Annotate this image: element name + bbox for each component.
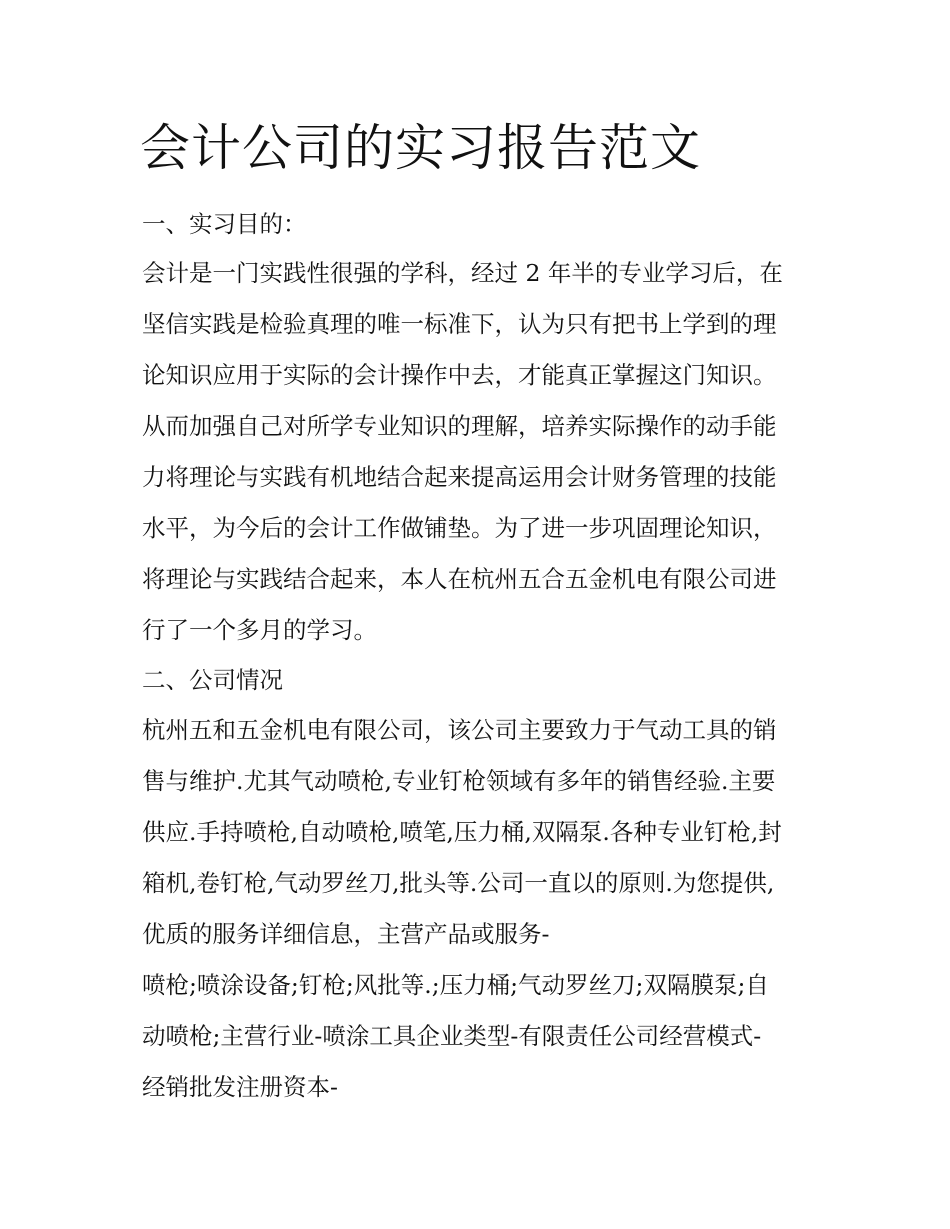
paragraph-line: 将理论与实践结合起来，本人在杭州五合五金机电有限公司进 xyxy=(142,565,777,593)
paragraph-line: 坚信实践是检验真理的唯一标准下，认为只有把书上学到的理 xyxy=(142,310,777,338)
paragraph-line: 水平，为今后的会计工作做铺垫。为了进一步巩固理论知识， xyxy=(142,514,777,542)
paragraph-line: 优质的服务详细信息，主营产品或服务- xyxy=(142,920,550,948)
paragraph-line: 行了一个多月的学习。 xyxy=(142,616,377,644)
paragraph-line: 经销批发注册资本- xyxy=(142,1073,338,1101)
paragraph-line: 供应.手持喷枪,自动喷枪,喷笔,压力桶,双隔泵.各种专业钉枪,封 xyxy=(142,818,782,846)
document-title: 会计公司的实习报告范文 xyxy=(140,119,701,177)
paragraph-line: 箱机,卷钉枪,气动罗丝刀,批头等.公司一直以的原则.为您提供, xyxy=(142,869,775,897)
paragraph-line: 力将理论与实践有机地结合起来提高运用会计财务管理的技能 xyxy=(142,463,777,491)
heading-company-info: 二、公司情况 xyxy=(142,666,283,694)
paragraph-line: 喷枪;喷涂设备;钉枪;风批等.;压力桶;气动罗丝刀;双隔膜泵;自 xyxy=(142,971,769,999)
paragraph-line: 动喷枪;主营行业-喷涂工具企业类型-有限责任公司经营模式- xyxy=(142,1022,762,1050)
heading-internship-purpose: 一、实习目的： xyxy=(142,210,307,238)
paragraph-line: 杭州五和五金机电有限公司，该公司主要致力于气动工具的销 xyxy=(142,716,777,744)
paragraph-line: 论知识应用于实际的会计操作中去，才能真正掌握这门知识。 xyxy=(142,361,777,389)
paragraph-line: 售与维护.尤其气动喷枪,专业钉枪领域有多年的销售经验.主要 xyxy=(142,767,776,795)
paragraph-line: 会计是一门实践性很强的学科，经过 2 年半的专业学习后，在 xyxy=(142,259,783,287)
paragraph-line: 从而加强自己对所学专业知识的理解，培养实际操作的动手能 xyxy=(142,412,777,440)
